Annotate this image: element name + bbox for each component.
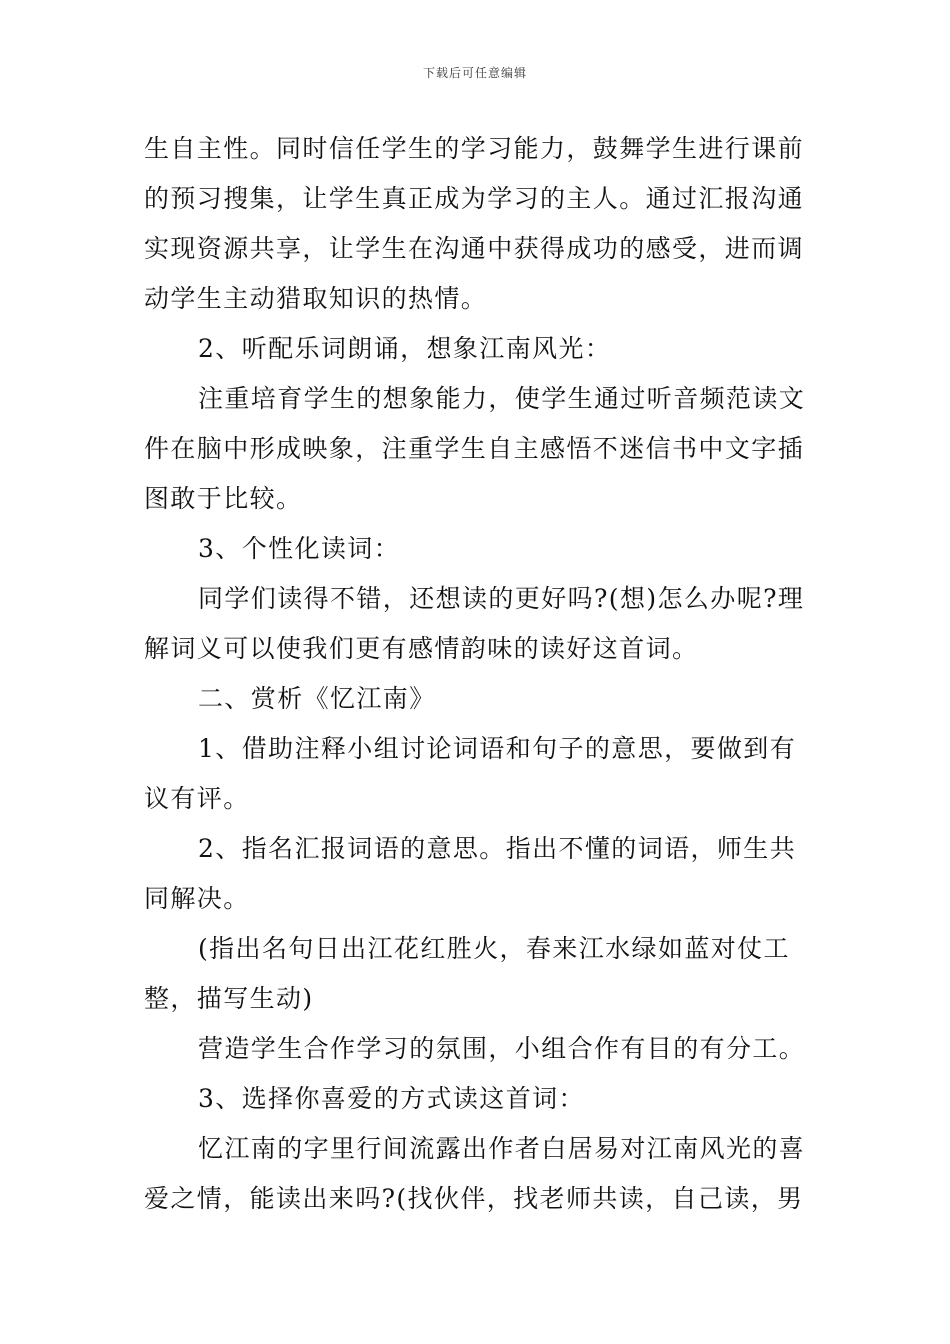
paragraph-9: (指出名句日出江花红胜火，春来江水绿如蓝对仗工整，描写生动) (144, 934, 790, 1013)
paragraph-6: 二、赏析《忆江南》 (198, 684, 436, 713)
paragraph-2: 2、听配乐词朗诵，想象江南风光： (198, 334, 612, 363)
paragraph-1: 生自主性。同时信任学生的学习能力，鼓舞学生进行课前的预习搜集，让学生真正成为学习的主人。通过汇报沟通实现资源共享，让学生在沟通中获得成功的感受，进而调动学生主动猎取知识的热情。 (144, 134, 805, 313)
paragraph-11: 3、选择你喜爱的方式读这首词： (198, 1084, 585, 1113)
paragraph-3: 注重培育学生的想象能力，使学生通过听音频范读文件在脑中形成映象，注重学生自主感悟不迷信书中文字插图敢于比较。 (144, 384, 806, 513)
paragraph-5: 同学们读得不错，还想读的更好吗?(想)怎么办呢?理解词义可以使我们更有感情韵味的读好这首词。 (144, 584, 805, 663)
paragraph-7: 1、借助注释小组讨论词语和句子的意思，要做到有议有评。 (144, 734, 797, 813)
paragraph-8: 2、指名汇报词语的意思。指出不懂的词语，师生共同解决。 (144, 834, 797, 913)
paragraph-12: 忆江南的字里行间流露出作者白居易对江南风光的喜爱之情，能读出来吗?(找伙伴，找老师共读，自己读，男 (144, 1134, 806, 1213)
document-body (144, 124, 814, 1224)
paragraph-10: 营造学生合作学习的氛围，小组合作有目的有分工。 (198, 1034, 806, 1063)
page-header: 下载后可任意编辑 (422, 66, 527, 80)
paragraph-4: 3、个性化读词： (198, 534, 401, 563)
